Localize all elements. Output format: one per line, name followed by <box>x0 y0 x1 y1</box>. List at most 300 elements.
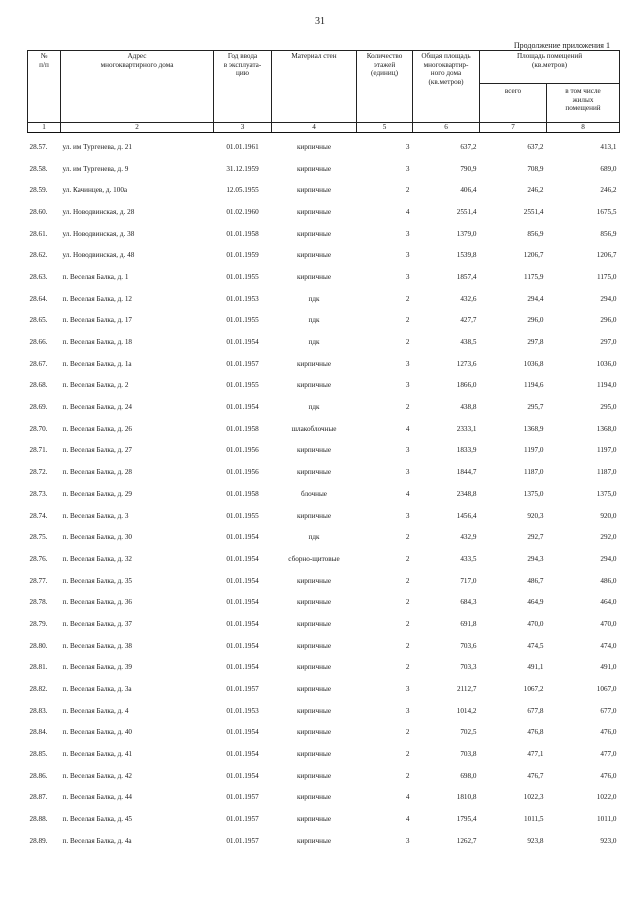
premises-total-cell: 1175,9 <box>524 272 544 281</box>
premises-total-cell: 1067,2 <box>523 685 544 694</box>
floors-cell: 3 <box>405 381 410 390</box>
living-area-cell: 1067,0 <box>596 685 617 694</box>
premises-total-cell: 1022,3 <box>523 793 544 802</box>
wall-material-cell: кирпичные <box>296 598 332 607</box>
premises-total-cell: 477,1 <box>527 750 544 759</box>
header-premises-living: в том числе жилых помещений <box>547 84 620 123</box>
floors-cell: 2 <box>405 186 410 195</box>
year-cell: 01.01.1957 <box>226 836 259 845</box>
total-area-cell: 1857,4 <box>456 272 477 281</box>
row-number: 28.76. <box>29 554 48 563</box>
address-cell: п. Веселая Балка, д. 3а <box>62 685 132 694</box>
address-cell: п. Веселая Балка, д. 41 <box>62 750 133 759</box>
row-number: 28.71. <box>29 446 48 455</box>
address-cell: ул. им Тургенева, д. 21 <box>62 142 132 151</box>
floors-cell: 2 <box>405 554 410 563</box>
living-area-cell: 470,0 <box>600 619 617 628</box>
year-cell: 01.01.1953 <box>226 294 259 303</box>
floors-cell: 3 <box>405 685 410 694</box>
row-number: 28.62. <box>29 251 48 260</box>
row-number: 28.89. <box>29 836 48 845</box>
address-cell: п. Веселая Балка, д. 1а <box>62 359 132 368</box>
floors-cell: 2 <box>405 750 410 759</box>
address-cell: п. Веселая Балка, д. 38 <box>62 641 133 650</box>
premises-total-cell: 1187,0 <box>524 468 544 477</box>
table-row <box>28 483 620 505</box>
year-cell: 01.01.1957 <box>226 815 259 824</box>
wall-material-cell: кирпичные <box>296 251 332 260</box>
floors-cell: 2 <box>405 576 410 585</box>
column-number: 5 <box>357 123 413 133</box>
floors-cell: 4 <box>405 489 410 498</box>
living-area-cell: 1036,0 <box>596 359 617 368</box>
total-area-cell: 703,3 <box>460 663 477 672</box>
row-number: 28.77. <box>29 576 48 585</box>
year-cell: 01.01.1954 <box>226 728 259 737</box>
floors-cell: 2 <box>405 294 410 303</box>
floors-cell: 3 <box>405 468 410 477</box>
total-area-cell: 2348,8 <box>456 489 477 498</box>
wall-material-cell: сборно-щитовые <box>288 554 340 563</box>
header-num: № п/п <box>28 51 61 123</box>
living-area-cell: 296,0 <box>600 316 617 325</box>
column-number: 3 <box>214 123 272 133</box>
row-number: 28.59. <box>29 186 48 195</box>
address-cell: п. Веселая Балка, д. 4 <box>62 706 129 715</box>
table-row <box>28 613 620 635</box>
header-address: Адрес многоквартирного дома <box>61 51 214 123</box>
table-row <box>28 570 620 592</box>
wall-material-cell: блочные <box>301 489 327 498</box>
wall-material-cell: кирпичные <box>296 164 332 173</box>
table-row <box>28 548 620 570</box>
living-area-cell: 476,0 <box>600 728 617 737</box>
row-number: 28.81. <box>29 663 48 672</box>
living-area-cell: 923,0 <box>600 836 617 845</box>
address-cell: п. Веселая Балка, д. 27 <box>62 446 133 455</box>
floors-cell: 3 <box>405 229 410 238</box>
living-area-cell: 1368,0 <box>596 424 617 433</box>
header-floors: Количество этажей (единиц) <box>357 51 413 123</box>
row-number: 28.67. <box>29 359 48 368</box>
total-area-cell: 1844,7 <box>456 468 477 477</box>
living-area-cell: 1197,0 <box>597 446 617 455</box>
living-area-cell: 477,0 <box>600 750 617 759</box>
year-cell: 01.01.1953 <box>226 706 259 715</box>
address-cell: п. Веселая Балка, д. 17 <box>62 316 133 325</box>
wall-material-cell: кирпичные <box>296 359 332 368</box>
wall-material-cell: кирпичные <box>296 381 332 390</box>
wall-material-cell: пдк <box>308 294 320 303</box>
column-number: 6 <box>413 123 480 133</box>
living-area-cell: 294,0 <box>600 294 617 303</box>
living-area-cell: 474,0 <box>600 641 617 650</box>
row-number: 28.63. <box>29 272 48 281</box>
total-area-cell: 698,0 <box>460 771 477 780</box>
floors-cell: 2 <box>405 771 410 780</box>
year-cell: 01.01.1958 <box>226 489 259 498</box>
floors-cell: 3 <box>405 251 410 260</box>
living-area-cell: 491,0 <box>600 663 617 672</box>
row-number: 28.57. <box>29 142 48 151</box>
floors-cell: 2 <box>405 728 410 737</box>
address-cell: п. Веселая Балка, д. 26 <box>62 424 133 433</box>
total-area-cell: 1456,4 <box>456 511 477 520</box>
wall-material-cell: кирпичные <box>296 815 332 824</box>
address-cell: п. Веселая Балка, д. 29 <box>62 489 133 498</box>
total-area-cell: 427,7 <box>460 316 477 325</box>
wall-material-cell: кирпичные <box>296 685 332 694</box>
premises-total-cell: 476,8 <box>527 728 544 737</box>
wall-material-cell: кирпичные <box>296 793 332 802</box>
table-row <box>28 743 620 765</box>
table-row <box>28 765 620 787</box>
row-number: 28.80. <box>29 641 48 650</box>
total-area-cell: 1795,4 <box>456 815 477 824</box>
premises-total-cell: 1375,0 <box>523 489 544 498</box>
wall-material-cell: кирпичные <box>296 576 332 585</box>
address-cell: п. Веселая Балка, д. 30 <box>62 533 133 542</box>
living-area-cell: 1175,0 <box>597 272 617 281</box>
floors-cell: 3 <box>405 359 410 368</box>
living-area-cell: 1194,0 <box>597 381 617 390</box>
continuation-note: Продолжение приложения 1 <box>513 41 610 50</box>
year-cell: 01.01.1956 <box>226 468 259 477</box>
wall-material-cell: кирпичные <box>296 186 332 195</box>
table-body <box>28 133 620 852</box>
table-row <box>28 158 620 180</box>
living-area-cell: 1206,7 <box>596 251 617 260</box>
premises-total-cell: 1194,6 <box>524 381 544 390</box>
premises-total-cell: 470,0 <box>527 619 544 628</box>
year-cell: 01.01.1954 <box>226 403 259 412</box>
wall-material-cell: пдк <box>308 533 320 542</box>
wall-material-cell: кирпичные <box>296 641 332 650</box>
total-area-cell: 432,6 <box>460 294 477 303</box>
table-row <box>28 353 620 375</box>
year-cell: 31.12.1959 <box>226 164 259 173</box>
row-number: 28.68. <box>29 381 48 390</box>
floors-cell: 3 <box>405 446 410 455</box>
premises-total-cell: 708,9 <box>527 164 544 173</box>
total-area-cell: 702,5 <box>460 728 477 737</box>
wall-material-cell: кирпичные <box>296 142 332 151</box>
floors-cell: 2 <box>405 533 410 542</box>
column-number: 4 <box>272 123 357 133</box>
table-row <box>28 375 620 397</box>
living-area-cell: 1375,0 <box>596 489 617 498</box>
page-number: 31 <box>315 16 325 27</box>
year-cell: 01.01.1954 <box>226 598 259 607</box>
living-area-cell: 297,0 <box>600 338 617 347</box>
total-area-cell: 433,5 <box>460 554 477 563</box>
table-row <box>28 635 620 657</box>
total-area-cell: 1539,8 <box>456 251 477 260</box>
wall-material-cell: кирпичные <box>296 207 332 216</box>
total-area-cell: 2112,7 <box>457 685 477 694</box>
table-row <box>28 179 620 201</box>
year-cell: 01.01.1955 <box>226 511 259 520</box>
living-area-cell: 1011,0 <box>597 815 617 824</box>
total-area-cell: 637,2 <box>460 142 477 151</box>
wall-material-cell: кирпичные <box>296 771 332 780</box>
address-cell: п. Веселая Балка, д. 37 <box>62 619 133 628</box>
header-premises-group: Площадь помещений (кв.метров) <box>480 51 620 84</box>
row-number: 28.69. <box>29 403 48 412</box>
wall-material-cell: кирпичные <box>296 750 332 759</box>
column-number: 2 <box>61 123 214 133</box>
living-area-cell: 413,1 <box>600 142 617 151</box>
premises-total-cell: 491,1 <box>527 663 544 672</box>
housing-register-table <box>27 50 620 852</box>
address-cell: ул. Качинцев, д. 100а <box>62 186 128 195</box>
floors-cell: 2 <box>405 641 410 650</box>
year-cell: 01.01.1954 <box>226 663 259 672</box>
year-cell: 01.01.1961 <box>226 142 259 151</box>
address-cell: п. Веселая Балка, д. 44 <box>62 793 133 802</box>
year-cell: 01.01.1954 <box>226 533 259 542</box>
address-cell: п. Веселая Балка, д. 39 <box>62 663 133 672</box>
total-area-cell: 703,8 <box>460 750 477 759</box>
living-area-cell: 464,0 <box>600 598 617 607</box>
year-cell: 01.01.1954 <box>226 641 259 650</box>
floors-cell: 2 <box>405 619 410 628</box>
wall-material-cell: кирпичные <box>296 511 332 520</box>
year-cell: 01.02.1960 <box>226 207 259 216</box>
premises-total-cell: 296,0 <box>527 316 544 325</box>
address-cell: п. Веселая Балка, д. 18 <box>62 338 133 347</box>
year-cell: 01.01.1954 <box>226 750 259 759</box>
table-row <box>28 657 620 679</box>
premises-total-cell: 486,7 <box>527 576 544 585</box>
address-cell: ул. им Тургенева, д. 9 <box>62 164 129 173</box>
row-number: 28.61. <box>29 229 48 238</box>
year-cell: 01.01.1959 <box>226 251 259 260</box>
table-row <box>28 244 620 266</box>
address-cell: ул. Новодвинская, д. 48 <box>62 251 135 260</box>
row-number: 28.83. <box>29 706 48 715</box>
living-area-cell: 1187,0 <box>597 468 617 477</box>
premises-total-cell: 923,8 <box>527 836 544 845</box>
year-cell: 01.01.1954 <box>226 338 259 347</box>
premises-total-cell: 2551,4 <box>523 207 544 216</box>
row-number: 28.86. <box>29 771 48 780</box>
address-cell: п. Веселая Балка, д. 3 <box>62 511 129 520</box>
address-cell: п. Веселая Балка, д. 2 <box>62 381 129 390</box>
wall-material-cell: кирпичные <box>296 836 332 845</box>
year-cell: 01.01.1957 <box>226 793 259 802</box>
total-area-cell: 2551,4 <box>456 207 477 216</box>
living-area-cell: 1675,5 <box>596 207 617 216</box>
table-row <box>28 331 620 353</box>
table-row <box>28 591 620 613</box>
address-cell: п. Веселая Балка, д. 45 <box>62 815 133 824</box>
year-cell: 12.05.1955 <box>226 186 259 195</box>
floors-cell: 3 <box>405 164 410 173</box>
premises-total-cell: 476,7 <box>527 771 544 780</box>
premises-total-cell: 474,5 <box>527 641 544 650</box>
year-cell: 01.01.1957 <box>226 359 259 368</box>
floors-cell: 2 <box>405 338 410 347</box>
column-numbers-row <box>28 123 620 133</box>
row-number: 28.64. <box>29 294 48 303</box>
total-area-cell: 406,4 <box>460 186 477 195</box>
address-cell: ул. Новодвинская, д. 28 <box>62 207 135 216</box>
row-number: 28.72. <box>29 468 48 477</box>
premises-total-cell: 1011,5 <box>524 815 544 824</box>
address-cell: п. Веселая Балка, д. 35 <box>62 576 133 585</box>
wall-material-cell: кирпичные <box>296 663 332 672</box>
wall-material-cell: кирпичные <box>296 468 332 477</box>
wall-material-cell: пдк <box>308 403 320 412</box>
wall-material-cell: шлакоблочные <box>291 424 337 433</box>
address-cell: п. Веселая Балка, д. 40 <box>62 728 133 737</box>
floors-cell: 3 <box>405 511 410 520</box>
address-cell: п. Веселая Балка, д. 1 <box>62 272 129 281</box>
wall-material-cell: кирпичные <box>296 446 332 455</box>
row-number: 28.78. <box>29 598 48 607</box>
floors-cell: 2 <box>405 316 410 325</box>
total-area-cell: 684,3 <box>460 598 477 607</box>
living-area-cell: 292,0 <box>600 533 617 542</box>
total-area-cell: 1810,8 <box>456 793 477 802</box>
premises-total-cell: 292,7 <box>527 533 544 542</box>
living-area-cell: 856,9 <box>600 229 617 238</box>
total-area-cell: 1262,7 <box>456 836 477 845</box>
address-cell: п. Веселая Балка, д. 42 <box>62 771 133 780</box>
total-area-cell: 2333,1 <box>456 424 477 433</box>
living-area-cell: 1022,0 <box>596 793 617 802</box>
row-number: 28.84. <box>29 728 48 737</box>
total-area-cell: 703,6 <box>460 641 477 650</box>
total-area-cell: 432,9 <box>460 533 477 542</box>
column-number: 8 <box>547 123 620 133</box>
floors-cell: 4 <box>405 815 410 824</box>
table-row <box>28 310 620 332</box>
premises-total-cell: 297,8 <box>527 338 544 347</box>
floors-cell: 3 <box>405 836 410 845</box>
year-cell: 01.01.1954 <box>226 771 259 780</box>
premises-total-cell: 1206,7 <box>523 251 544 260</box>
address-cell: п. Веселая Балка, д. 4а <box>62 836 132 845</box>
wall-material-cell: кирпичные <box>296 728 332 737</box>
floors-cell: 3 <box>405 272 410 281</box>
table-row <box>28 223 620 245</box>
header-area: Общая площадь многоквартир- ного дома (кв.метров) <box>413 51 480 123</box>
floors-cell: 3 <box>405 706 410 715</box>
living-area-cell: 294,0 <box>600 554 617 563</box>
floors-cell: 3 <box>405 142 410 151</box>
premises-total-cell: 637,2 <box>527 142 544 151</box>
table-row <box>28 396 620 418</box>
header-year: Год ввода в эксплуата- цию <box>214 51 272 123</box>
year-cell: 01.01.1954 <box>226 576 259 585</box>
premises-total-cell: 677,8 <box>527 706 544 715</box>
row-number: 28.73. <box>29 489 48 498</box>
total-area-cell: 1866,0 <box>456 381 477 390</box>
column-number: 1 <box>28 123 61 133</box>
total-area-cell: 717,0 <box>460 576 477 585</box>
premises-total-cell: 294,4 <box>527 294 544 303</box>
premises-total-cell: 295,7 <box>527 403 544 412</box>
header-row <box>28 51 620 84</box>
row-number: 28.79. <box>29 619 48 628</box>
premises-total-cell: 464,9 <box>527 598 544 607</box>
premises-total-cell: 1197,0 <box>524 446 544 455</box>
row-number: 28.85. <box>29 750 48 759</box>
row-number: 28.87. <box>29 793 48 802</box>
wall-material-cell: кирпичные <box>296 706 332 715</box>
living-area-cell: 689,0 <box>600 164 617 173</box>
premises-total-cell: 1036,8 <box>523 359 544 368</box>
living-area-cell: 920,0 <box>600 511 617 520</box>
row-number: 28.88. <box>29 815 48 824</box>
premises-total-cell: 294,3 <box>527 554 544 563</box>
living-area-cell: 246,2 <box>600 186 617 195</box>
table-row <box>28 808 620 830</box>
table-row <box>28 201 620 223</box>
total-area-cell: 790,9 <box>460 164 477 173</box>
year-cell: 01.01.1955 <box>226 381 259 390</box>
total-area-cell: 438,8 <box>460 403 477 412</box>
total-area-cell: 691,8 <box>460 619 477 628</box>
column-number: 7 <box>480 123 547 133</box>
floors-cell: 2 <box>405 403 410 412</box>
wall-material-cell: кирпичные <box>296 229 332 238</box>
table-row <box>28 461 620 483</box>
floors-cell: 4 <box>405 207 410 216</box>
table-row <box>28 266 620 288</box>
table-row <box>28 288 620 310</box>
address-cell: п. Веселая Балка, д. 12 <box>62 294 133 303</box>
table-row <box>28 678 620 700</box>
row-number: 28.58. <box>29 164 48 173</box>
premises-total-cell: 920,3 <box>527 511 544 520</box>
row-number: 28.70. <box>29 424 48 433</box>
total-area-cell: 1273,6 <box>456 359 477 368</box>
total-area-cell: 438,5 <box>460 338 477 347</box>
table-row <box>28 700 620 722</box>
address-cell: п. Веселая Балка, д. 36 <box>62 598 133 607</box>
address-cell: п. Веселая Балка, д. 24 <box>62 403 133 412</box>
address-cell: ул. Новодвинская, д. 38 <box>62 229 135 238</box>
table-row <box>28 526 620 548</box>
year-cell: 01.01.1958 <box>226 229 259 238</box>
year-cell: 01.01.1954 <box>226 554 259 563</box>
wall-material-cell: кирпичные <box>296 619 332 628</box>
living-area-cell: 295,0 <box>600 403 617 412</box>
living-area-cell: 476,0 <box>600 771 617 780</box>
row-number: 28.60. <box>29 207 48 216</box>
premises-total-cell: 246,2 <box>527 186 544 195</box>
wall-material-cell: кирпичные <box>296 272 332 281</box>
total-area-cell: 1833,9 <box>456 446 477 455</box>
year-cell: 01.01.1954 <box>226 619 259 628</box>
table-row <box>28 440 620 462</box>
address-cell: п. Веселая Балка, д. 32 <box>62 554 133 563</box>
table-row <box>28 418 620 440</box>
table-row <box>28 505 620 527</box>
living-area-cell: 486,0 <box>600 576 617 585</box>
total-area-cell: 1014,2 <box>456 706 477 715</box>
table-row <box>28 136 620 158</box>
table-row <box>28 830 620 852</box>
premises-total-cell: 856,9 <box>527 229 544 238</box>
year-cell: 01.01.1956 <box>226 446 259 455</box>
row-number: 28.65. <box>29 316 48 325</box>
row-number: 28.75. <box>29 533 48 542</box>
floors-cell: 4 <box>405 793 410 802</box>
